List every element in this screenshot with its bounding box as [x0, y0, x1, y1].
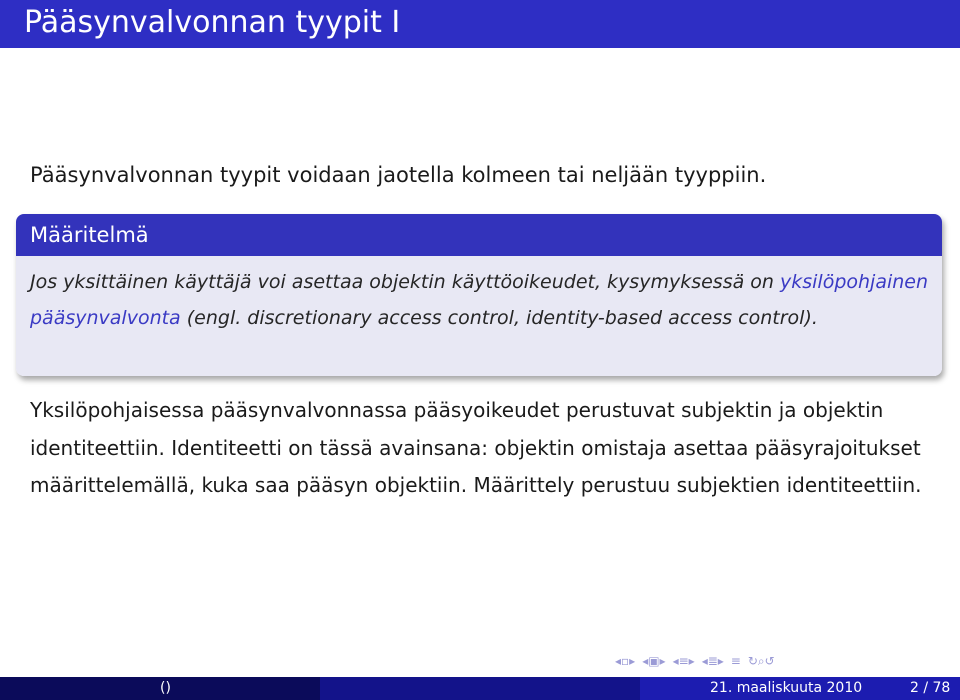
- title-bar: [0, 0, 960, 48]
- search-icon[interactable]: ↻⌕↺: [747, 653, 775, 668]
- footer: [0, 677, 960, 700]
- intro-text: Pääsynvalvonnan tyypit voidaan jaotella kolmeen tai neljään tyyppiin.: [30, 163, 767, 187]
- align-icon[interactable]: ≡: [730, 654, 741, 668]
- footer-info-section: [640, 677, 960, 700]
- first-frame-icon[interactable]: ◂▫▸: [615, 654, 636, 668]
- definition-text-after: (engl. discretionary access control, identity-based access control).: [180, 307, 818, 329]
- footer-author-section: [0, 677, 320, 700]
- navigation-bar: [615, 652, 775, 670]
- definition-term: yksilöpohjainen pääsynvalvonta: [30, 271, 929, 329]
- footer-author: (): [160, 680, 171, 696]
- section-icon[interactable]: ◂≣▸: [701, 654, 724, 668]
- frame-icon[interactable]: ◂▣▸: [642, 654, 666, 668]
- definition-block: [16, 214, 942, 376]
- footer-date: 21. maaliskuuta 2010: [710, 680, 863, 696]
- definition-body: [16, 256, 942, 376]
- definition-text-before: Jos yksittäinen käyttäjä voi asettaa objektin käyttöoikeudet, kysymyksessä on: [30, 271, 780, 293]
- body-paragraph: Yksilöpohjaisessa pääsynvalvonnassa pääsyoikeudet perustuvat subjektin ja objektin identiteettiin. Identiteetti on tässä avainsana: objektin omistaja asettaa pääsyrajoitukset määrittelemällä, kuka saa pääsyn objektiin. Määrittely perustuu subjektien identiteettiin.: [30, 398, 922, 497]
- definition-heading: Määritelmä: [16, 214, 942, 256]
- slide-title: Pääsynvalvonnan tyypit I: [24, 5, 401, 40]
- footer-title-section: [320, 677, 640, 700]
- footer-page-number: 2 / 78: [910, 680, 951, 696]
- subsection-icon[interactable]: ◂≡▸: [672, 654, 695, 668]
